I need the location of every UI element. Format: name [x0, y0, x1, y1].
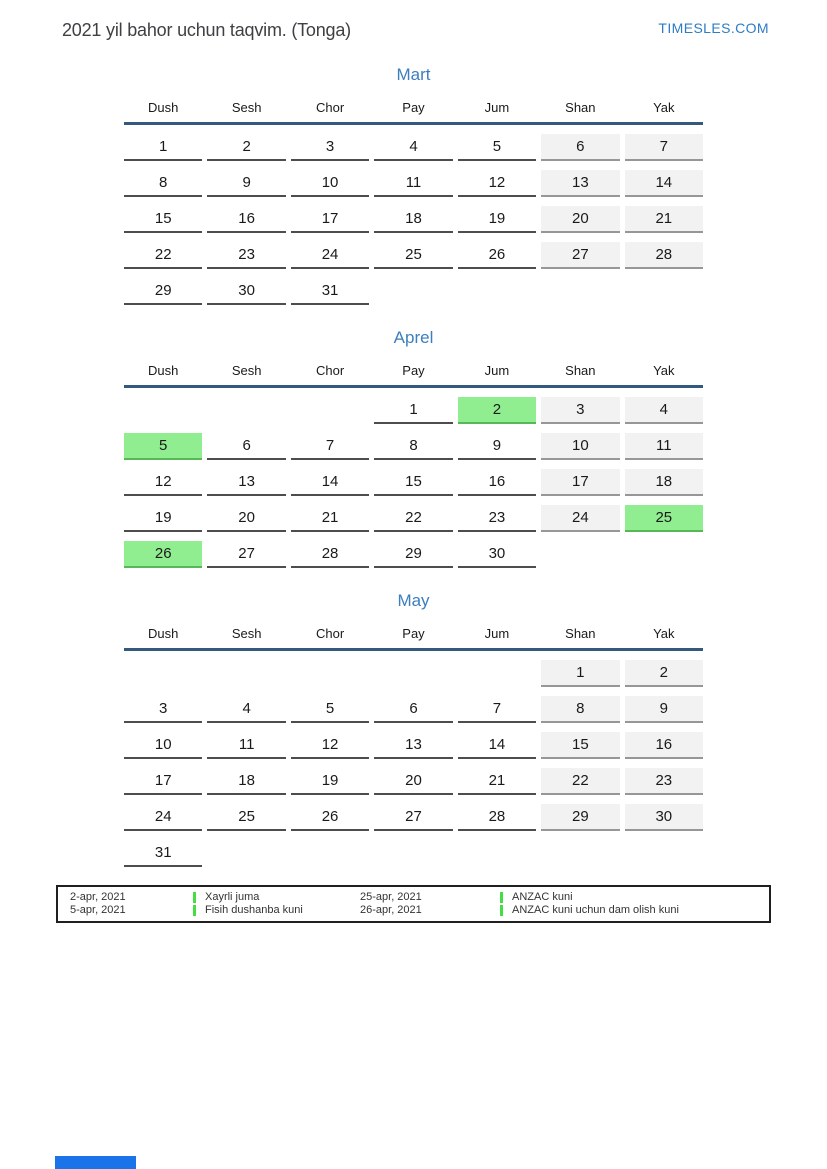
- weekday-header: Shan: [565, 626, 596, 641]
- weekday-header: Yak: [653, 100, 675, 115]
- day-cell: 28: [625, 242, 703, 269]
- legend-label: Fisih dushanba kuni: [205, 904, 303, 916]
- legend-entry: [193, 904, 360, 916]
- month-title: Aprel: [393, 328, 434, 347]
- brand-link[interactable]: TIMESLES.COM: [658, 20, 769, 36]
- day-cell: 19: [458, 206, 536, 233]
- weekday-header: Dush: [148, 626, 179, 641]
- day-cell: 3: [541, 397, 619, 424]
- weekday-header: Yak: [653, 363, 675, 378]
- weekday-header: Dush: [148, 100, 179, 115]
- day-cell: 18: [625, 469, 703, 496]
- day-cell: 25: [207, 804, 285, 831]
- weekday-header: Chor: [315, 363, 345, 378]
- day-cell: 14: [291, 469, 369, 496]
- day-cell: 21: [291, 505, 369, 532]
- day-cell: 26: [124, 541, 202, 568]
- day-cell: 30: [625, 804, 703, 831]
- day-cell: 26: [291, 804, 369, 831]
- day-cell-empty: [625, 840, 703, 867]
- day-cell-empty: [374, 660, 452, 687]
- day-cell: 8: [374, 433, 452, 460]
- day-cell: 22: [541, 768, 619, 795]
- day-cell: 2: [458, 397, 536, 424]
- day-cell-empty: [374, 278, 452, 305]
- day-cell: 27: [207, 541, 285, 568]
- day-cell-empty: [541, 541, 619, 568]
- day-cell: 17: [541, 469, 619, 496]
- day-cell: 25: [374, 242, 452, 269]
- legend-entry: [193, 891, 360, 903]
- day-cell: 13: [374, 732, 452, 759]
- weekday-header: Sesh: [231, 626, 262, 641]
- day-cell: 28: [458, 804, 536, 831]
- legend-date: 5-apr, 2021: [70, 904, 126, 916]
- day-cell: 20: [541, 206, 619, 233]
- day-cell: 24: [541, 505, 619, 532]
- day-cell-empty: [458, 278, 536, 305]
- day-cell-empty: [291, 397, 369, 424]
- day-cell: 9: [458, 433, 536, 460]
- day-cell: 17: [291, 206, 369, 233]
- day-cell: 21: [625, 206, 703, 233]
- day-cell: 7: [291, 433, 369, 460]
- page-title: 2021 yil bahor uchun taqvim. (Tonga): [62, 20, 351, 40]
- legend-date: 26-apr, 2021: [360, 904, 422, 916]
- legend-date: 25-apr, 2021: [360, 891, 422, 903]
- day-cell: 8: [124, 170, 202, 197]
- weekday-header: Jum: [484, 100, 510, 115]
- header-rule: [124, 648, 703, 651]
- day-cell: 12: [124, 469, 202, 496]
- day-cell: 27: [374, 804, 452, 831]
- day-cell: 30: [458, 541, 536, 568]
- day-cell: 2: [625, 660, 703, 687]
- legend-entry: [500, 904, 757, 916]
- day-cell: 5: [124, 433, 202, 460]
- day-cell: 6: [374, 696, 452, 723]
- day-cell: 13: [207, 469, 285, 496]
- weekday-header: Jum: [484, 626, 510, 641]
- day-cell: 11: [625, 433, 703, 460]
- holiday-marker-icon: [193, 905, 196, 916]
- day-cell: 3: [124, 696, 202, 723]
- day-cell: 14: [625, 170, 703, 197]
- day-cell: 31: [124, 840, 202, 867]
- day-cell-empty: [291, 660, 369, 687]
- day-cell: 7: [625, 134, 703, 161]
- day-cell-empty: [625, 541, 703, 568]
- weekday-header: Chor: [315, 100, 345, 115]
- day-cell-empty: [207, 660, 285, 687]
- day-cell: 4: [207, 696, 285, 723]
- legend-label: Xayrli juma: [205, 891, 260, 903]
- footer-accent-bar: [55, 1156, 136, 1169]
- day-cell: 8: [541, 696, 619, 723]
- day-cell: 11: [374, 170, 452, 197]
- weekday-header: Yak: [653, 626, 675, 641]
- weekday-header: Jum: [484, 363, 510, 378]
- legend-date: 2-apr, 2021: [70, 891, 126, 903]
- day-cell-empty: [541, 840, 619, 867]
- day-cell: 10: [291, 170, 369, 197]
- month-title: May: [397, 591, 430, 610]
- month-title: Mart: [396, 65, 431, 84]
- weekday-header: Pay: [402, 626, 425, 641]
- day-cell: 22: [124, 242, 202, 269]
- day-cell: 10: [124, 732, 202, 759]
- holiday-marker-icon: [500, 905, 503, 916]
- weekday-header: Shan: [565, 100, 596, 115]
- day-cell: 23: [625, 768, 703, 795]
- day-cell: 15: [541, 732, 619, 759]
- day-cell-empty: [207, 840, 285, 867]
- day-cell: 6: [541, 134, 619, 161]
- legend-label: ANZAC kuni uchun dam olish kuni: [512, 904, 679, 916]
- day-cell: 19: [291, 768, 369, 795]
- day-cell: 5: [291, 696, 369, 723]
- day-cell: 25: [625, 505, 703, 532]
- day-cell: 23: [207, 242, 285, 269]
- day-cell-empty: [124, 397, 202, 424]
- day-cell: 19: [124, 505, 202, 532]
- holiday-marker-icon: [500, 892, 503, 903]
- day-cell: 2: [207, 134, 285, 161]
- day-cell: 16: [458, 469, 536, 496]
- day-cell: 3: [291, 134, 369, 161]
- day-cell: 21: [458, 768, 536, 795]
- calendar-month-may: [124, 591, 703, 867]
- day-cell: 29: [541, 804, 619, 831]
- weekday-header: Shan: [565, 363, 596, 378]
- day-cell: 15: [374, 469, 452, 496]
- day-cell: 24: [291, 242, 369, 269]
- day-cell: 30: [207, 278, 285, 305]
- day-cell: 24: [124, 804, 202, 831]
- header-rule: [124, 385, 703, 388]
- day-cell: 11: [207, 732, 285, 759]
- day-cell: 1: [124, 134, 202, 161]
- day-cell-empty: [458, 840, 536, 867]
- day-cell: 6: [207, 433, 285, 460]
- weekday-header: Sesh: [231, 363, 262, 378]
- day-cell: 12: [458, 170, 536, 197]
- day-cell: 7: [458, 696, 536, 723]
- day-cell: 4: [374, 134, 452, 161]
- day-cell: 4: [625, 397, 703, 424]
- day-cell-empty: [541, 278, 619, 305]
- holiday-marker-icon: [193, 892, 196, 903]
- calendar-month-mart: [124, 65, 703, 305]
- day-cell: 12: [291, 732, 369, 759]
- day-cell: 17: [124, 768, 202, 795]
- weekday-header: Chor: [315, 626, 345, 641]
- day-cell: 29: [374, 541, 452, 568]
- day-cell: 1: [374, 397, 452, 424]
- day-cell-empty: [458, 660, 536, 687]
- day-cell-empty: [374, 840, 452, 867]
- legend-entry: [500, 891, 757, 903]
- day-cell: 20: [374, 768, 452, 795]
- day-cell: 13: [541, 170, 619, 197]
- day-cell: 23: [458, 505, 536, 532]
- page-header: [0, 0, 827, 41]
- day-cell: 1: [541, 660, 619, 687]
- header-rule: [124, 122, 703, 125]
- day-cell: 5: [458, 134, 536, 161]
- day-cell: 20: [207, 505, 285, 532]
- day-cell: 22: [374, 505, 452, 532]
- day-cell: 18: [207, 768, 285, 795]
- day-cell: 18: [374, 206, 452, 233]
- day-cell: 28: [291, 541, 369, 568]
- day-cell: 26: [458, 242, 536, 269]
- weekday-header: Sesh: [231, 100, 262, 115]
- day-cell-empty: [625, 278, 703, 305]
- day-cell-empty: [124, 660, 202, 687]
- day-cell: 15: [124, 206, 202, 233]
- legend-label: ANZAC kuni: [512, 891, 573, 903]
- day-cell: 16: [207, 206, 285, 233]
- calendar-month-aprel: [124, 328, 703, 568]
- day-cell-empty: [207, 397, 285, 424]
- day-cell: 27: [541, 242, 619, 269]
- day-cell: 9: [625, 696, 703, 723]
- holiday-legend: [56, 885, 771, 923]
- day-cell: 31: [291, 278, 369, 305]
- day-cell-empty: [291, 840, 369, 867]
- day-cell: 14: [458, 732, 536, 759]
- day-cell: 10: [541, 433, 619, 460]
- day-cell: 9: [207, 170, 285, 197]
- day-cell: 29: [124, 278, 202, 305]
- weekday-header: Pay: [402, 100, 425, 115]
- weekday-header: Dush: [148, 363, 179, 378]
- weekday-header: Pay: [402, 363, 425, 378]
- day-cell: 16: [625, 732, 703, 759]
